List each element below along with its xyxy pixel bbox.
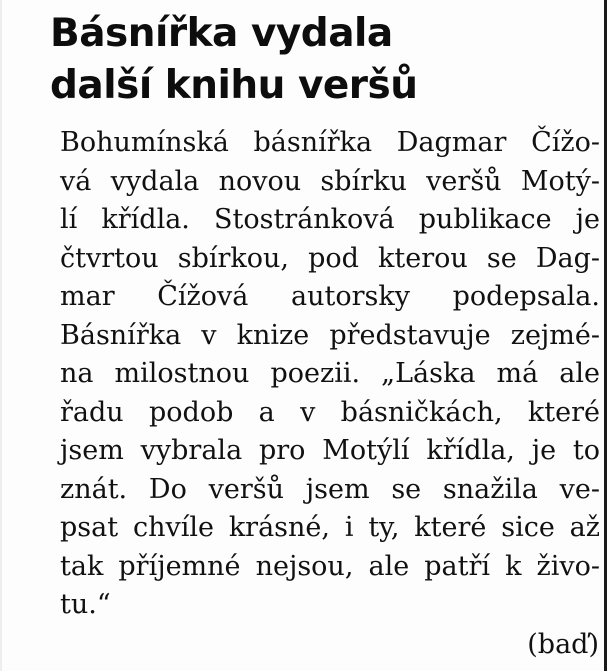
author-byline: (baď) [527,629,599,660]
headline-line-1: Básnířka vydala [50,11,393,56]
body-line-13: tu.“ [60,589,111,620]
body-line-12: tak příjemné nejsou, ale patří k živo- [60,550,600,582]
body-line-3: lí křídla. Stostránková publikace je [60,204,600,235]
body-line-9: jsem vybrala pro Motýlí křídla, je to [60,435,600,466]
body-line-1: Bohumínská básnířka Dagmar Čížo- [60,127,600,158]
body-line-5: mar Čížová autorsky podepsala. [60,281,600,312]
body-line-10: znát. Do veršů jsem se snažila ve- [60,473,600,505]
body-line-8: řadu podob a v básničkách, které [60,396,600,428]
article-body [60,124,600,625]
body-line-7: na milostnou poezii. „Láska má ale [60,358,600,389]
headline [50,8,600,112]
headline-line-2: další knihu veršů [50,63,418,108]
body-line-6: Básnířka v knize představuje zejmé- [60,319,600,351]
body-line-4: čtvrtou sbírkou, pod kterou se Dag- [60,242,600,274]
body-line-2: vá vydala novou sbírku veršů Motý- [60,165,600,197]
left-scan-edge [0,0,2,671]
body-line-11: psat chvíle krásné, i ty, které sice až [60,512,600,543]
